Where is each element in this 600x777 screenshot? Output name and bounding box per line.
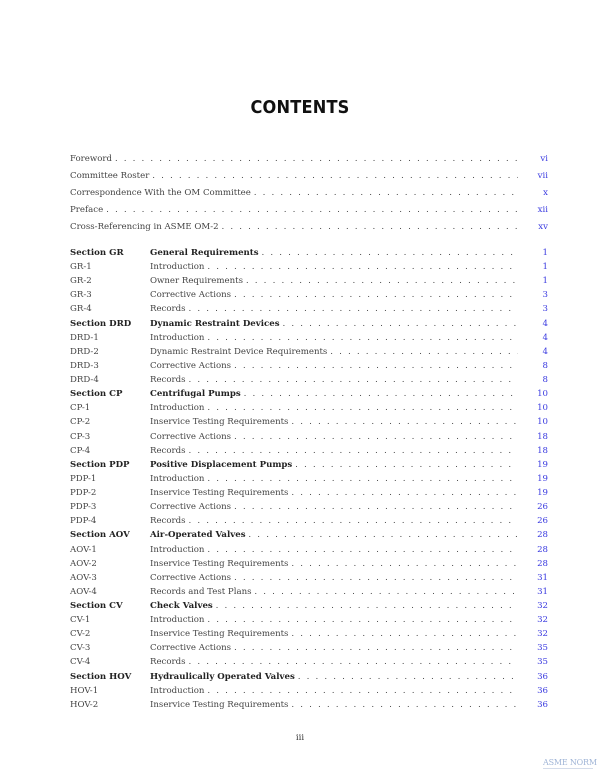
page-link[interactable]: 4 [542, 346, 548, 357]
entry-title: Corrective Actions [150, 572, 232, 583]
dot-leader [115, 152, 518, 166]
page-link[interactable]: 32 [537, 615, 548, 626]
entry-code: Section PDP [70, 459, 130, 470]
entry-title: Records [150, 657, 186, 668]
toc-entry[interactable] [70, 514, 548, 528]
page-link[interactable]: 19 [537, 473, 548, 484]
dot-leader [207, 260, 518, 274]
toc-entry[interactable] [70, 203, 548, 217]
toc-entry[interactable] [70, 670, 548, 684]
dot-leader [291, 557, 518, 571]
toc-entry[interactable] [70, 599, 548, 613]
page-link[interactable]: 8 [542, 360, 548, 371]
entry-code: PDP-2 [70, 488, 97, 499]
watermark-logo [543, 758, 597, 771]
toc-entry[interactable] [70, 401, 548, 415]
entry-code: AOV-4 [70, 586, 97, 597]
entry-title: Introduction [150, 473, 205, 484]
dot-leader [207, 331, 518, 345]
dot-leader [189, 514, 518, 528]
page-link[interactable]: 35 [537, 643, 548, 654]
page-link[interactable]: 3 [542, 290, 548, 301]
page-link[interactable]: 19 [537, 488, 548, 499]
entry-title: Introduction [150, 403, 205, 414]
dot-leader [207, 684, 518, 698]
page-link[interactable]: x [543, 188, 548, 198]
entry-title: Records [150, 304, 186, 315]
entry-code: CP-3 [70, 431, 91, 442]
entry-title: Cross-Referencing in ASME OM-2 [70, 222, 219, 232]
entry-title: Inservice Testing Requirements [150, 417, 289, 428]
entry-title: Records [150, 516, 186, 527]
entry-code: CV-2 [70, 629, 91, 640]
entry-title: Owner Requirements [150, 276, 244, 287]
page-link[interactable]: 36 [537, 699, 548, 710]
entry-code: Section DRD [70, 318, 132, 329]
entry-title: Records and Test Plans [150, 586, 252, 597]
toc-entry[interactable] [70, 317, 548, 331]
dot-leader [254, 186, 518, 200]
dot-leader [207, 401, 518, 415]
toc-entry[interactable] [70, 500, 548, 514]
page-link[interactable]: 4 [542, 318, 548, 329]
page-link[interactable]: 31 [537, 572, 548, 583]
page-link[interactable]: 26 [537, 516, 548, 527]
dot-leader [249, 528, 518, 542]
dot-leader [222, 220, 518, 234]
entry-code: CV-4 [70, 657, 91, 668]
dot-leader [234, 571, 518, 585]
entry-title: Introduction [150, 685, 205, 696]
dot-leader [207, 472, 518, 486]
page-link[interactable]: 10 [537, 389, 548, 400]
entry-code: DRD-1 [70, 332, 99, 343]
dot-leader [234, 359, 518, 373]
dot-leader [291, 698, 518, 712]
dot-leader [295, 458, 518, 472]
page-link[interactable]: 36 [537, 685, 548, 696]
toc-entry[interactable] [70, 246, 548, 260]
entry-title: Dynamic Restraint Devices [150, 318, 280, 329]
entry-title: Corrective Actions [150, 360, 232, 371]
page-link[interactable]: 19 [537, 459, 548, 470]
entry-code: GR-4 [70, 304, 92, 315]
entry-code: Section CP [70, 389, 123, 400]
toc-entry[interactable] [70, 186, 548, 200]
page-link[interactable]: 26 [537, 502, 548, 513]
entry-title: Introduction [150, 332, 205, 343]
page-link[interactable]: 1 [542, 276, 548, 287]
dot-leader [234, 288, 518, 302]
entry-title: Inservice Testing Requirements [150, 488, 289, 499]
toc-entry[interactable] [70, 585, 548, 599]
dot-leader [291, 627, 518, 641]
toc-entry[interactable] [70, 274, 548, 288]
page-link[interactable]: vi [540, 154, 548, 164]
page-title: CONTENTS [250, 97, 350, 118]
entry-title: Records [150, 375, 186, 386]
entry-title: General Requirements [150, 248, 259, 258]
toc-entry[interactable] [70, 415, 548, 429]
dot-leader [234, 500, 518, 514]
entry-code: Section AOV [70, 530, 130, 541]
entry-code: PDP-3 [70, 502, 97, 513]
entry-code: GR-3 [70, 290, 92, 301]
entry-title: Check Valves [150, 601, 213, 611]
entry-code: CV-1 [70, 615, 91, 626]
dot-leader [298, 670, 518, 684]
dot-leader [189, 444, 518, 458]
entry-title: Committee Roster [70, 171, 150, 181]
entry-title: Centrifugal Pumps [150, 389, 241, 400]
dot-leader [291, 415, 518, 429]
dot-leader [246, 274, 518, 288]
entry-title: Records [150, 445, 186, 456]
page-link[interactable]: 18 [537, 445, 548, 456]
watermark-underline [543, 768, 593, 771]
dot-leader [216, 599, 518, 613]
page-number: iii [295, 733, 305, 743]
dot-leader [234, 430, 518, 444]
dot-leader [189, 302, 518, 316]
entry-code: PDP-1 [70, 473, 97, 484]
toc-entry[interactable] [70, 641, 548, 655]
entry-code: Section GR [70, 248, 124, 258]
entry-code: CP-2 [70, 417, 91, 428]
toc-entry[interactable] [70, 152, 548, 166]
toc-entry[interactable] [70, 359, 548, 373]
page-link[interactable]: 35 [537, 657, 548, 668]
entry-title: Introduction [150, 615, 205, 626]
toc-entry[interactable] [70, 302, 548, 316]
page-link[interactable]: 1 [542, 262, 548, 273]
page-link[interactable]: 3 [542, 304, 548, 315]
page-link[interactable]: 10 [537, 417, 548, 428]
page-link[interactable]: 31 [537, 586, 548, 597]
toc-entry[interactable] [70, 331, 548, 345]
page-link[interactable]: 18 [537, 431, 548, 442]
dot-leader [207, 613, 518, 627]
entry-title: Dynamic Restraint Device Requirements [150, 346, 328, 357]
page-link[interactable]: 32 [537, 601, 548, 611]
entry-title: Foreword [70, 154, 112, 164]
page-link[interactable]: xii [537, 205, 548, 215]
dot-leader [189, 655, 518, 669]
entry-code: Section HOV [70, 671, 132, 682]
entry-title: Inservice Testing Requirements [150, 558, 289, 569]
dot-leader [283, 317, 518, 331]
toc-entry[interactable] [70, 472, 548, 486]
toc-entry[interactable] [70, 444, 548, 458]
dot-leader [255, 585, 518, 599]
page-link[interactable]: 8 [542, 375, 548, 386]
entry-title: Corrective Actions [150, 643, 232, 654]
entry-code: PDP-4 [70, 516, 97, 527]
entry-code: DRD-2 [70, 346, 99, 357]
entry-title: Correspondence With the OM Committee [70, 188, 251, 198]
entry-code: AOV-1 [70, 544, 97, 555]
dot-leader [152, 169, 518, 183]
entry-code: CP-1 [70, 403, 91, 414]
toc-entry[interactable] [70, 543, 548, 557]
entry-title: Corrective Actions [150, 502, 232, 513]
page-link[interactable]: 10 [537, 403, 548, 414]
entry-title: Air-Operated Valves [150, 530, 246, 541]
toc-entry[interactable] [70, 486, 548, 500]
dot-leader [291, 486, 518, 500]
dot-leader [234, 641, 518, 655]
watermark-text: ASME NORM [543, 758, 597, 767]
dot-leader [106, 203, 518, 217]
toc-entry[interactable] [70, 571, 548, 585]
entry-code: GR-2 [70, 276, 92, 287]
entry-title: Introduction [150, 544, 205, 555]
dot-leader [244, 387, 518, 401]
entry-code: HOV-2 [70, 699, 99, 710]
entry-title: Corrective Actions [150, 290, 232, 301]
toc-entry[interactable] [70, 698, 548, 712]
dot-leader [189, 373, 518, 387]
entry-title: Inservice Testing Requirements [150, 699, 289, 710]
toc-entry[interactable] [70, 613, 548, 627]
toc-entry[interactable] [70, 430, 548, 444]
toc-entry[interactable] [70, 655, 548, 669]
toc-entry[interactable] [70, 288, 548, 302]
toc-entry[interactable] [70, 373, 548, 387]
page-link[interactable]: 32 [537, 629, 548, 640]
entry-code: CV-3 [70, 643, 91, 654]
page-link[interactable]: 36 [537, 671, 548, 682]
toc-entry[interactable] [70, 684, 548, 698]
dot-leader [330, 345, 518, 359]
entry-code: HOV-1 [70, 685, 99, 696]
toc-entry[interactable] [70, 528, 548, 542]
entry-title: Inservice Testing Requirements [150, 629, 289, 640]
toc-entry[interactable] [70, 345, 548, 359]
entry-code: AOV-3 [70, 572, 97, 583]
entry-code: CP-4 [70, 445, 91, 456]
page-link[interactable]: 28 [537, 544, 548, 555]
toc-entry[interactable] [70, 627, 548, 641]
dot-leader [262, 246, 518, 260]
toc-entry[interactable] [70, 260, 548, 274]
entry-code: AOV-2 [70, 558, 97, 569]
entry-title: Corrective Actions [150, 431, 232, 442]
page-link[interactable]: 28 [537, 558, 548, 569]
dot-leader [207, 543, 518, 557]
page-link[interactable]: 4 [542, 332, 548, 343]
entry-title: Hydraulically Operated Valves [150, 671, 295, 682]
entry-code: Section CV [70, 601, 123, 611]
entry-title: Positive Displacement Pumps [150, 459, 293, 470]
page-link[interactable]: vii [537, 171, 548, 181]
toc-entry[interactable] [70, 169, 548, 183]
entry-code: DRD-4 [70, 375, 99, 386]
entry-title: Introduction [150, 262, 205, 273]
entry-code: DRD-3 [70, 360, 99, 371]
page-link[interactable]: xv [538, 222, 548, 232]
page-link[interactable]: 1 [542, 248, 548, 258]
toc-entry[interactable] [70, 458, 548, 472]
entry-title: Preface [70, 205, 104, 215]
toc-entry[interactable] [70, 387, 548, 401]
page-link[interactable]: 28 [537, 530, 548, 541]
toc-entry[interactable] [70, 220, 548, 234]
toc-entry[interactable] [70, 557, 548, 571]
entry-code: GR-1 [70, 262, 92, 273]
